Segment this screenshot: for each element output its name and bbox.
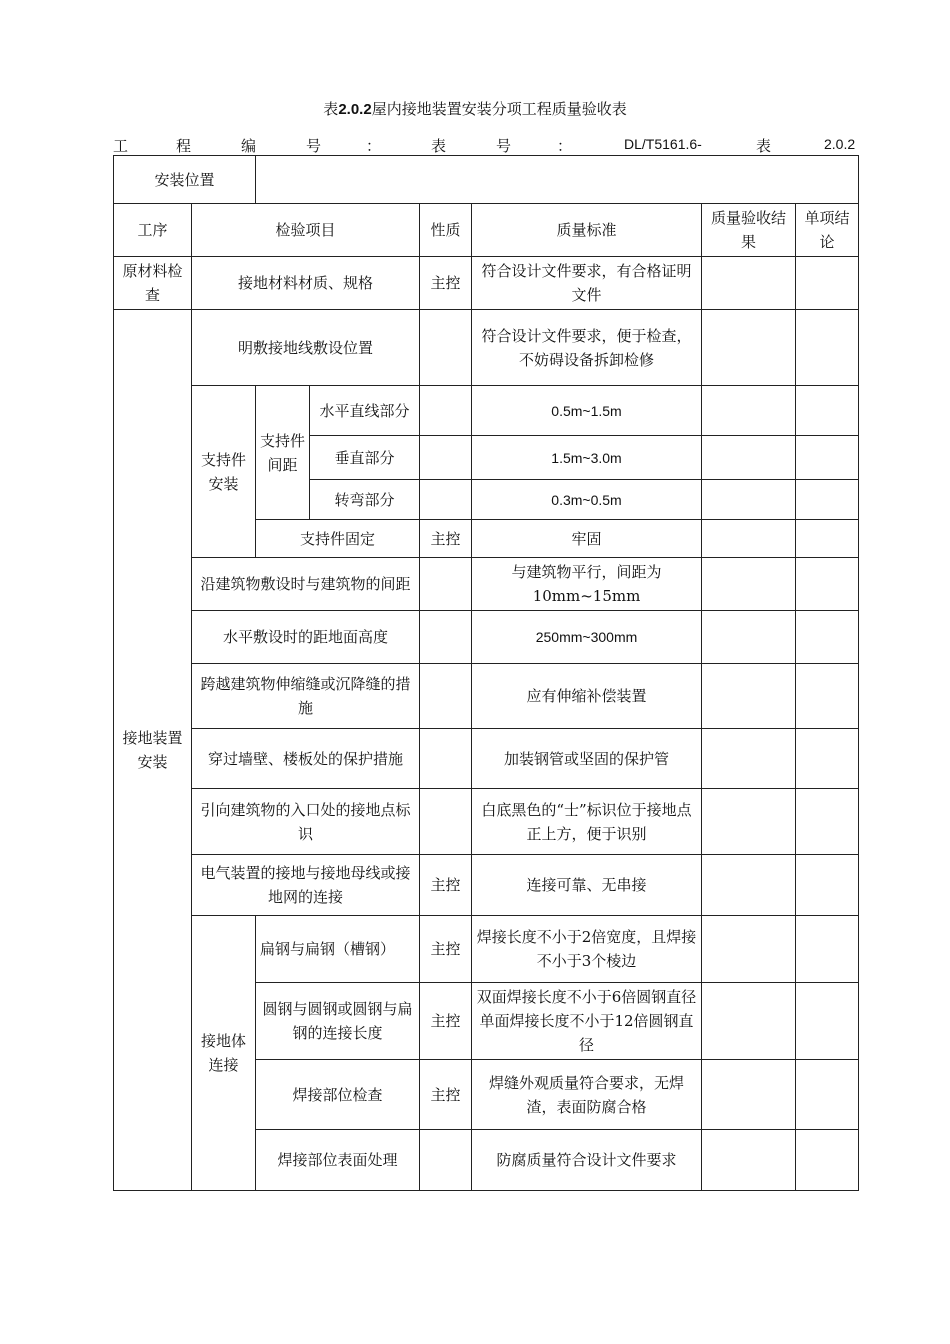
table-row xyxy=(114,558,859,611)
result-cell[interactable] xyxy=(702,436,796,480)
conclusion-cell[interactable] xyxy=(796,1060,859,1130)
result-cell[interactable] xyxy=(702,310,796,386)
result-cell[interactable] xyxy=(702,520,796,558)
result-cell[interactable] xyxy=(702,1060,796,1130)
item-cell: 焊接部位检查 xyxy=(256,1060,420,1130)
nature-cell: 主控 xyxy=(420,257,472,310)
item-cell: 明敷接地线敷设位置 xyxy=(192,310,420,386)
conclusion-cell[interactable] xyxy=(796,611,859,664)
meta-project-char: 编 xyxy=(241,137,257,155)
conclusion-cell[interactable] xyxy=(796,983,859,1060)
result-cell[interactable] xyxy=(702,611,796,664)
process-grounding-install: 接地装置安装 xyxy=(114,310,192,1191)
nature-cell xyxy=(420,386,472,436)
meta-code: DL/T5161.6- xyxy=(624,136,702,152)
nature-cell xyxy=(420,436,472,480)
form-meta-line xyxy=(113,135,858,155)
table-row xyxy=(114,916,859,983)
nature-cell: 主控 xyxy=(420,520,472,558)
header-conclusion: 单项结论 xyxy=(796,204,859,257)
standard-cell: 防腐质量符合设计文件要求 xyxy=(472,1130,702,1191)
standard-cell: 250mm~300mm xyxy=(472,611,702,664)
item-cell: 转弯部分 xyxy=(310,480,420,520)
table-row xyxy=(114,310,859,386)
conclusion-cell[interactable] xyxy=(796,520,859,558)
conclusion-cell[interactable] xyxy=(796,1130,859,1191)
nature-cell: 主控 xyxy=(420,1060,472,1130)
nature-cell xyxy=(420,480,472,520)
item-cell: 圆钢与圆钢或圆钢与扁钢的连接长度 xyxy=(256,983,420,1060)
conclusion-cell[interactable] xyxy=(796,789,859,855)
result-cell[interactable] xyxy=(702,386,796,436)
standard-cell: 白底黑色的“士”标识位于接地点正上方，便于识别 xyxy=(472,789,702,855)
standard-cell: 加装钢管或坚固的保护管 xyxy=(472,729,702,789)
item-cell: 支持件固定 xyxy=(256,520,420,558)
standard-cell: 焊接长度不小于2倍宽度，且焊接不小于3个棱边 xyxy=(472,916,702,983)
install-location-row xyxy=(114,156,859,204)
result-cell[interactable] xyxy=(702,855,796,916)
nature-cell: 主控 xyxy=(420,855,472,916)
nature-cell xyxy=(420,729,472,789)
table-row xyxy=(114,611,859,664)
standard-cell: 牢固 xyxy=(472,520,702,558)
title-number: 2.0.2 xyxy=(338,101,372,118)
support-spacing-label: 支持件间距 xyxy=(256,386,310,520)
result-cell[interactable] xyxy=(702,729,796,789)
conclusion-cell[interactable] xyxy=(796,436,859,480)
acceptance-table xyxy=(113,155,859,1191)
table-row xyxy=(114,729,859,789)
header-process: 工序 xyxy=(114,204,192,257)
meta-form-char: 号 xyxy=(496,137,512,155)
body-connection-group-label: 接地体连接 xyxy=(192,916,256,1191)
table-row xyxy=(114,664,859,729)
result-cell[interactable] xyxy=(702,558,796,611)
conclusion-cell[interactable] xyxy=(796,729,859,789)
item-cell: 电气装置的接地与接地母线或接地网的连接 xyxy=(192,855,420,916)
header-nature: 性质 xyxy=(420,204,472,257)
meta-form-char: ： xyxy=(557,137,573,155)
conclusion-cell[interactable] xyxy=(796,386,859,436)
nature-cell xyxy=(420,789,472,855)
standard-cell: 符合设计文件要求，便于检查，不妨碍设备拆卸检修 xyxy=(472,310,702,386)
install-location-value[interactable] xyxy=(256,156,859,204)
page-title xyxy=(0,98,950,119)
item-cell: 接地材料材质、规格 xyxy=(192,257,420,310)
meta-project-char: 程 xyxy=(176,137,192,155)
table-row xyxy=(114,789,859,855)
install-location-label: 安装位置 xyxy=(114,156,256,204)
meta-project-char: ： xyxy=(366,137,382,155)
support-group-label: 支持件安装 xyxy=(192,386,256,558)
conclusion-cell[interactable] xyxy=(796,855,859,916)
nature-cell xyxy=(420,611,472,664)
conclusion-cell[interactable] xyxy=(796,257,859,310)
item-cell: 焊接部位表面处理 xyxy=(256,1130,420,1191)
result-cell[interactable] xyxy=(702,789,796,855)
item-cell: 引向建筑物的入口处的接地点标识 xyxy=(192,789,420,855)
meta-project-char: 号 xyxy=(306,137,322,155)
meta-project-char: 工 xyxy=(113,137,129,155)
meta-code-table: 表 xyxy=(756,137,772,155)
conclusion-cell[interactable] xyxy=(796,480,859,520)
conclusion-cell[interactable] xyxy=(796,664,859,729)
conclusion-cell[interactable] xyxy=(796,558,859,611)
standard-cell: 与建筑物平行，间距为10mm~15mm xyxy=(472,558,702,611)
nature-cell xyxy=(420,558,472,611)
standard-cell: 连接可靠、无串接 xyxy=(472,855,702,916)
result-cell[interactable] xyxy=(702,1130,796,1191)
item-cell: 水平直线部分 xyxy=(310,386,420,436)
process-raw-material: 原材料检查 xyxy=(114,257,192,310)
result-cell[interactable] xyxy=(702,480,796,520)
conclusion-cell[interactable] xyxy=(796,310,859,386)
meta-code-number: 2.0.2 xyxy=(824,136,856,152)
standard-cell: 符合设计文件要求，有合格证明文件 xyxy=(472,257,702,310)
result-cell[interactable] xyxy=(702,257,796,310)
nature-cell: 主控 xyxy=(420,983,472,1060)
standard-cell: 1.5m~3.0m xyxy=(472,436,702,480)
item-cell: 扁钢与扁钢（槽钢） xyxy=(256,916,420,983)
result-cell[interactable] xyxy=(702,664,796,729)
standard-cell: 双面焊接长度不小于6倍圆钢直径单面焊接长度不小于12倍圆钢直径 xyxy=(472,983,702,1060)
result-cell[interactable] xyxy=(702,983,796,1060)
title-text: 屋内接地装置安装分项工程质量验收表 xyxy=(371,100,627,118)
nature-cell xyxy=(420,310,472,386)
standard-cell: 焊缝外观质量符合要求，无焊渣，表面防腐合格 xyxy=(472,1060,702,1130)
header-row xyxy=(114,204,859,257)
standard-cell: 0.5m~1.5m xyxy=(472,386,702,436)
item-cell: 水平敷设时的距地面高度 xyxy=(192,611,420,664)
table-row xyxy=(114,855,859,916)
standard-cell: 0.3m~0.5m xyxy=(472,480,702,520)
result-cell[interactable] xyxy=(702,916,796,983)
standard-cell: 应有伸缩补偿装置 xyxy=(472,664,702,729)
header-item: 检验项目 xyxy=(192,204,420,257)
item-cell: 跨越建筑物伸缩缝或沉降缝的措施 xyxy=(192,664,420,729)
table-row xyxy=(114,386,859,436)
header-result: 质量验收结果 xyxy=(702,204,796,257)
item-cell: 沿建筑物敷设时与建筑物的间距 xyxy=(192,558,420,611)
title-prefix: 表 xyxy=(323,100,339,118)
item-cell: 穿过墙壁、楼板处的保护措施 xyxy=(192,729,420,789)
header-standard: 质量标准 xyxy=(472,204,702,257)
meta-form-char: 表 xyxy=(431,137,447,155)
nature-cell: 主控 xyxy=(420,916,472,983)
nature-cell xyxy=(420,664,472,729)
conclusion-cell[interactable] xyxy=(796,916,859,983)
item-cell: 垂直部分 xyxy=(310,436,420,480)
table-row xyxy=(114,257,859,310)
nature-cell xyxy=(420,1130,472,1191)
